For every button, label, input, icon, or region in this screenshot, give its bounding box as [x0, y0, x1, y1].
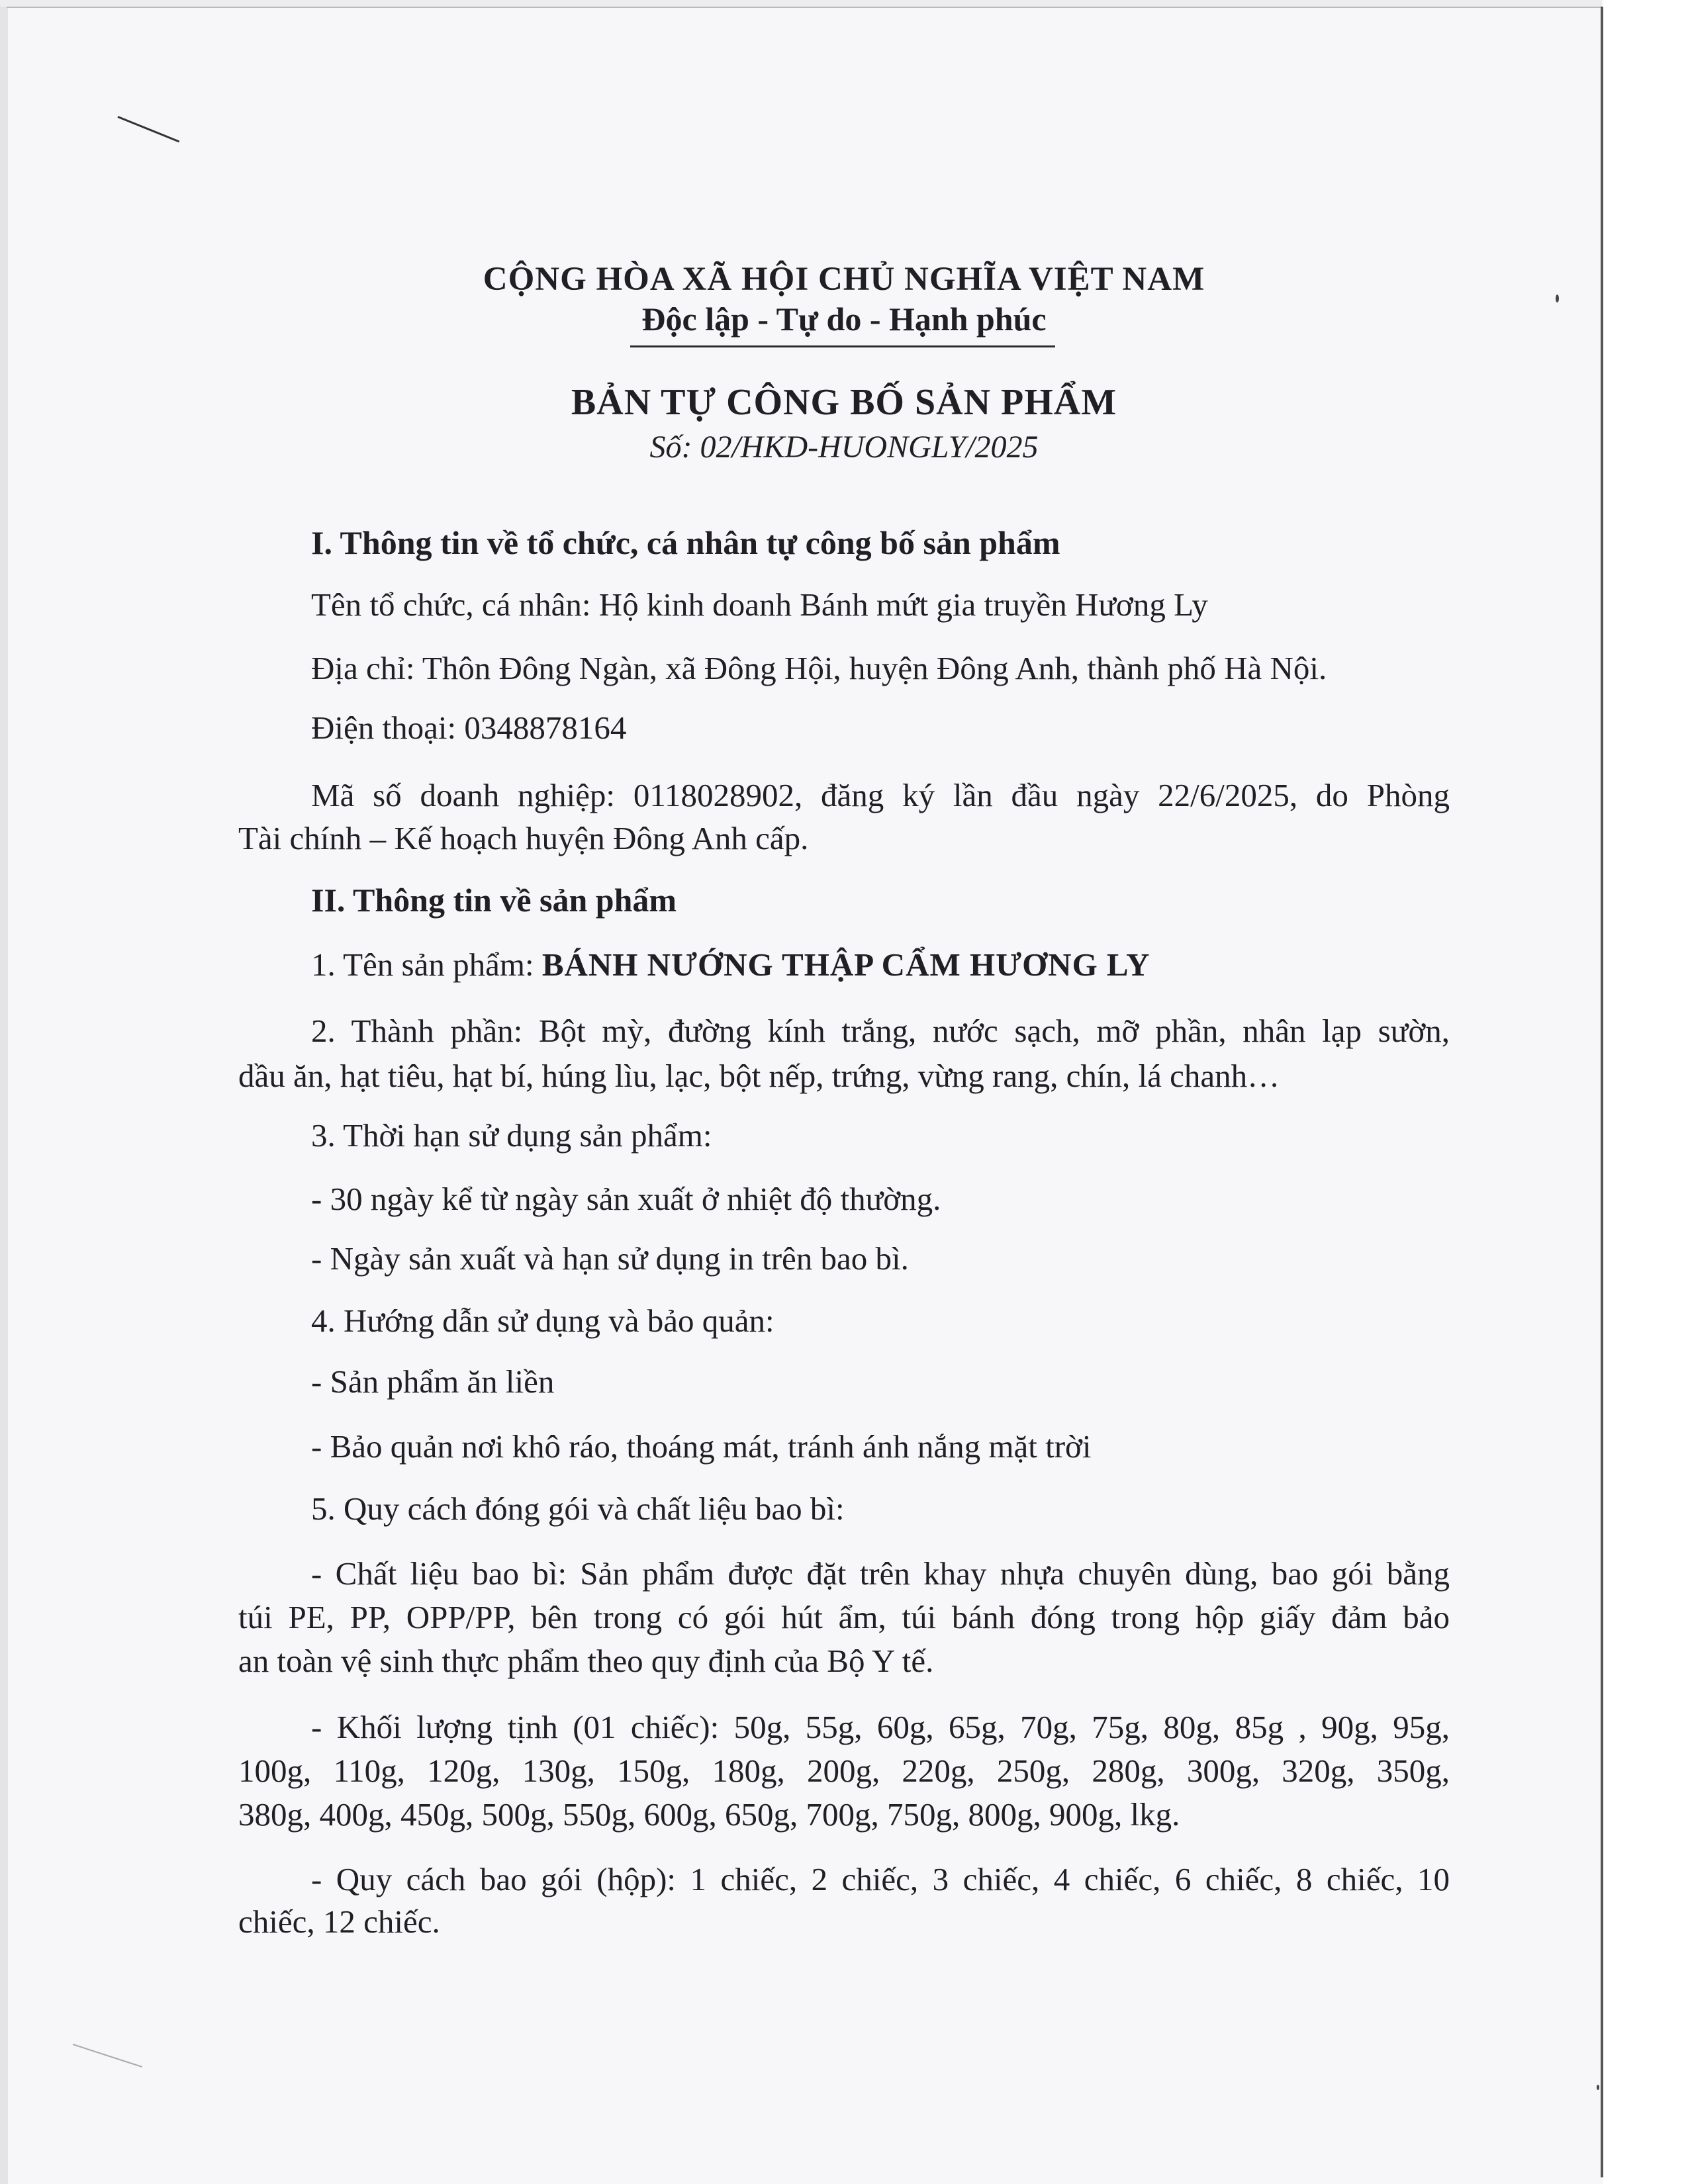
business-code-line-1: Mã số doanh nghiệp: 0118028902, đăng ký lần đầu ngày 22/6/2025, do Phòng — [311, 777, 1450, 813]
motto-underline — [630, 345, 1055, 347]
motto-header: Độc lập - Tự do - Hạnh phúc — [641, 300, 1047, 338]
document-number: Số: 02/HKD-HUONGLY/2025 — [649, 430, 1039, 465]
pen-mark — [117, 116, 179, 142]
net-weight-line-3: 380g, 400g, 450g, 500g, 550g, 600g, 650g, 700g, 750g, 800g, 900g, lkg. — [238, 1796, 1180, 1833]
product-name-line — [311, 945, 1150, 985]
ingredients-line-1: 2. Thành phần: Bột mỳ, đường kính trắng, nước sạch, mỡ phần, nhân lạp sườn, — [311, 1013, 1450, 1049]
shelf-life-bullet-1: - 30 ngày kể từ ngày sản xuất ở nhiệt độ thường. — [311, 1181, 941, 1217]
usage-heading: 4. Hướng dẫn sử dụng và bảo quản: — [311, 1302, 774, 1339]
usage-bullet-2: - Bảo quản nơi khô ráo, thoáng mát, tránh ánh nắng mặt trời — [311, 1428, 1092, 1465]
scan-edge-top-line — [7, 7, 1602, 8]
org-name-line: Tên tổ chức, cá nhân: Hộ kinh doanh Bánh mứt gia truyền Hương Ly — [311, 586, 1208, 623]
business-code-line-2: Tài chính – Kế hoạch huyện Đông Anh cấp. — [238, 820, 809, 856]
scan-edge-top — [0, 0, 1602, 7]
shelf-life-bullet-2: - Ngày sản xuất và hạn sử dụng in trên bao bì. — [311, 1240, 909, 1277]
material-line-1: - Chất liệu bao bì: Sản phẩm được đặt trên khay nhựa chuyên dùng, bao gói bằng — [311, 1555, 1450, 1592]
net-weight-line-1: - Khối lượng tịnh (01 chiếc): 50g, 55g, 60g, 65g, 70g, 75g, 80g, 85g , 90g, 95g, — [311, 1709, 1450, 1745]
document-title: BẢN TỰ CÔNG BỐ SẢN PHẨM — [571, 382, 1117, 423]
product-name-value: BÁNH NƯỚNG THẬP CẨM HƯƠNG LY — [541, 946, 1150, 983]
ingredients-line-2: dầu ăn, hạt tiêu, hạt bí, húng lìu, lạc, bột nếp, trứng, vừng rang, chín, lá chanh… — [238, 1058, 1280, 1094]
material-line-2: túi PE, PP, OPP/PP, bên trong có gói hút ẩm, túi bánh đóng trong hộp giấy đảm bảo — [238, 1599, 1450, 1635]
address-line: Địa chỉ: Thôn Đông Ngàn, xã Đông Hội, huyện Đông Anh, thành phố Hà Nội. — [311, 650, 1327, 686]
pack-spec-line-1: - Quy cách bao gói (hộp): 1 chiếc, 2 chiếc, 3 chiếc, 4 chiếc, 6 chiếc, 8 chiếc, 10 — [311, 1861, 1450, 1897]
country-header: CỘNG HÒA XÃ HỘI CHỦ NGHĨA VIỆT NAM — [483, 261, 1205, 298]
usage-bullet-1: - Sản phẩm ăn liền — [311, 1363, 555, 1400]
section-1-heading: I. Thông tin về tổ chức, cá nhân tự công bố sản phẩm — [311, 524, 1060, 561]
product-name-label: 1. Tên sản phẩm: — [311, 946, 542, 983]
shelf-life-heading: 3. Thời hạn sử dụng sản phẩm: — [311, 1117, 712, 1154]
section-2-heading: II. Thông tin về sản phẩm — [311, 882, 677, 919]
pack-spec-line-2: chiếc, 12 chiếc. — [238, 1903, 440, 1940]
phone-line: Điện thoại: 0348878164 — [311, 709, 627, 746]
net-weight-line-2: 100g, 110g, 120g, 130g, 150g, 180g, 200g, 220g, 250g, 280g, 300g, 320g, 350g, — [238, 1752, 1450, 1789]
packaging-heading: 5. Quy cách đóng gói và chất liệu bao bì: — [311, 1490, 845, 1527]
scan-speck — [1597, 2085, 1599, 2090]
material-line-3: an toàn vệ sinh thực phẩm theo quy định của Bộ Y tế. — [238, 1643, 934, 1679]
pen-mark-faint — [73, 2044, 142, 2068]
